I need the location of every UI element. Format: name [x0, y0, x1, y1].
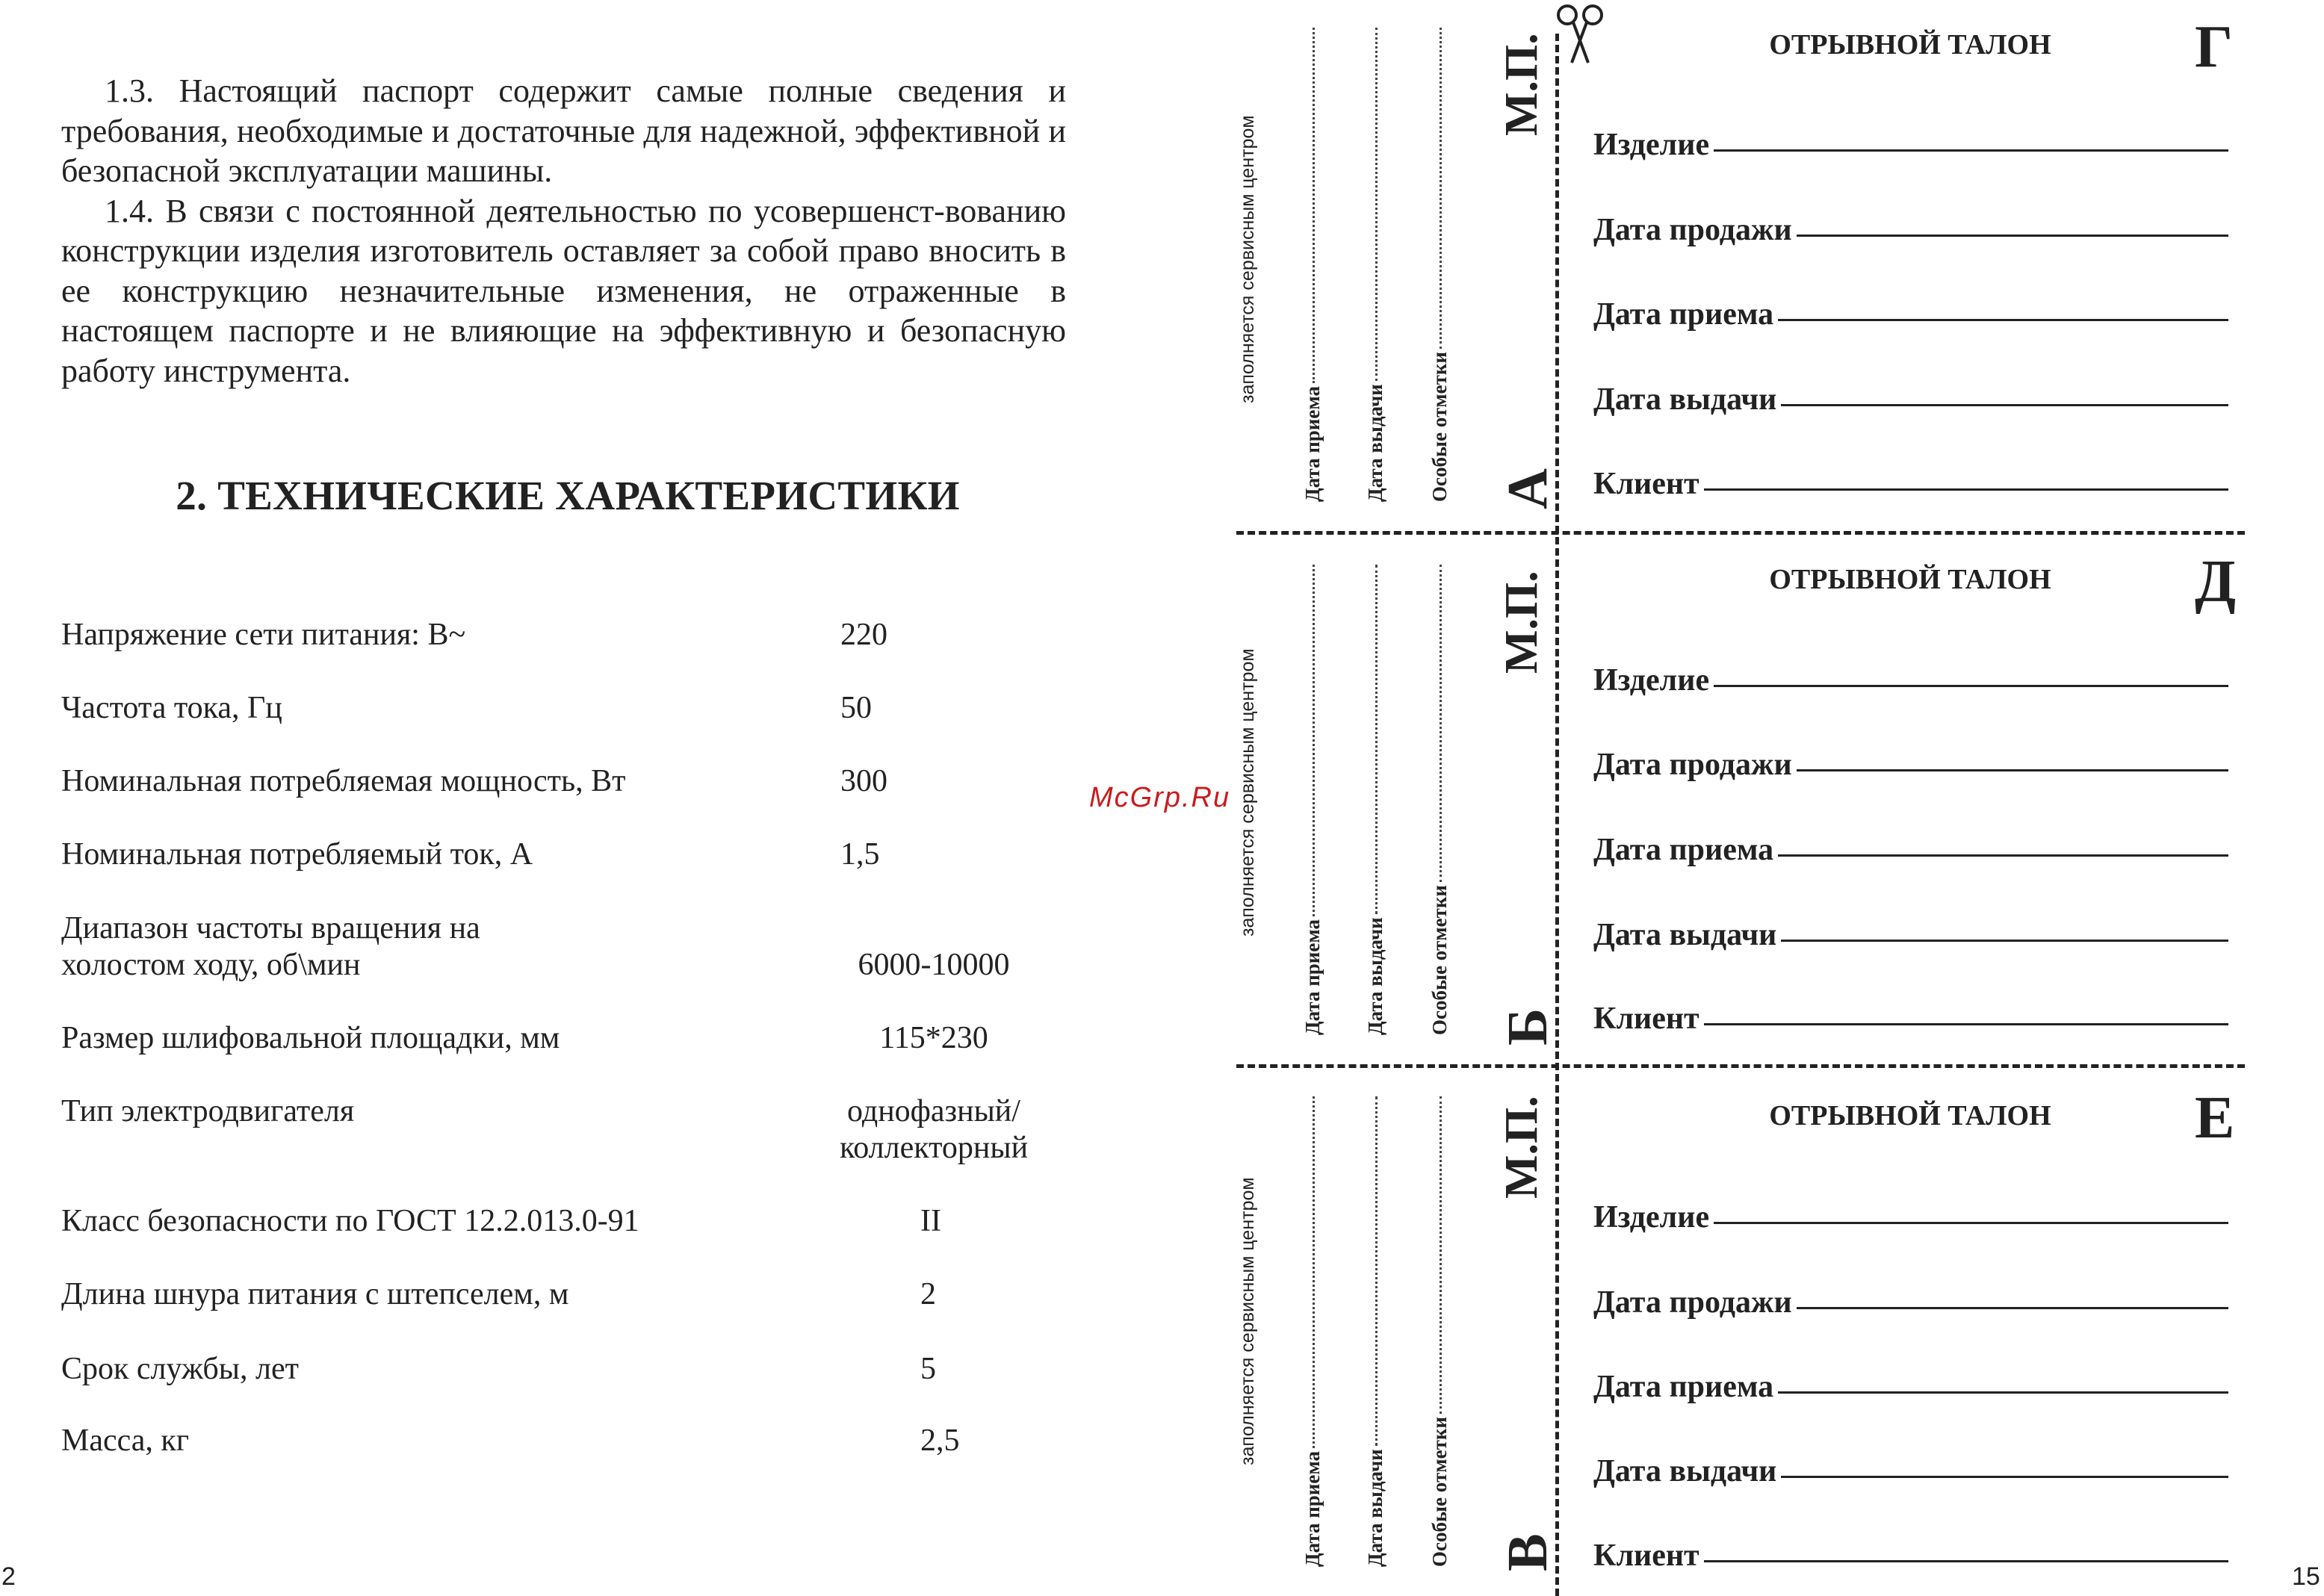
- coupon-field-product[interactable]: Изделие: [1593, 662, 2228, 698]
- horizontal-cut-line: [1236, 1064, 2245, 1068]
- coupon-field-issue-date[interactable]: Дата выдачи: [1593, 382, 2228, 417]
- stub-service-label: заполняется сервисным центром: [1237, 115, 1258, 403]
- spec-value: 1,5: [840, 837, 880, 872]
- stub-stamp-label: М.П.: [1496, 33, 1547, 136]
- spec-label: Размер шлифовальной площадки, мм: [61, 1021, 560, 1055]
- spec-label: Диапазон частоты вращения на: [61, 911, 480, 946]
- spec-label: Номинальная потребляемая мощность, Вт: [61, 764, 626, 798]
- coupon-field-issue-date[interactable]: Дата выдачи: [1593, 1453, 2228, 1489]
- paragraph-1-3: 1.3. Настоящий паспорт содержит самые полные сведения и требования, необходимые и достаточные для надежной, эффективной и безопасной эксплуатации машины.: [61, 72, 1066, 189]
- coupon-field-receive-date[interactable]: Дата приема: [1593, 832, 2228, 868]
- stub-stamp-label: М.П.: [1496, 571, 1547, 674]
- spec-value: 115*230: [879, 1021, 988, 1055]
- spec-label: Масса, кг: [61, 1423, 190, 1458]
- coupon-field-client[interactable]: Клиент: [1593, 1538, 2228, 1574]
- horizontal-cut-line: [1236, 531, 2245, 535]
- spec-label: Длина шнура питания с штепселем, м: [61, 1277, 569, 1311]
- spec-value: 5: [920, 1352, 936, 1386]
- coupon-field-sale-date[interactable]: Дата продажи: [1593, 1285, 2228, 1320]
- spec-label: Тип электродвигателя: [61, 1094, 355, 1128]
- spec-label: холостом ходу, об\мин: [61, 948, 361, 982]
- spec-value: 220: [840, 618, 887, 652]
- stub-service-label: заполняется сервисным центром: [1237, 1177, 1258, 1465]
- coupon-field-client[interactable]: Клиент: [1593, 1001, 2228, 1037]
- coupon-field-product[interactable]: Изделие: [1593, 127, 2228, 163]
- spec-value: 2,5: [920, 1423, 960, 1458]
- coupon-letter: Г: [2195, 14, 2233, 80]
- coupon-letter: Е: [2195, 1085, 2235, 1151]
- spec-label: Номинальная потребляемый ток, А: [61, 837, 533, 872]
- stub-date-received: Дата приема: [1301, 28, 1324, 502]
- spec-value: 300: [840, 764, 887, 798]
- spec-value: 50: [840, 691, 872, 725]
- coupon-field-receive-date[interactable]: Дата приема: [1593, 1369, 2228, 1405]
- stub-date-issued: Дата выдачи: [1364, 1096, 1387, 1567]
- page-number-left: 2: [1, 1562, 16, 1591]
- coupon-letter: Д: [2195, 549, 2237, 615]
- stub-date-received: Дата приема: [1301, 565, 1324, 1035]
- stub-letter: В: [1496, 1533, 1559, 1571]
- intro-text: [61, 71, 1066, 391]
- section-title: 2. ТЕХНИЧЕСКИЕ ХАРАКТЕРИСТИКИ: [176, 473, 960, 518]
- stub-date-received: Дата приема: [1301, 1096, 1324, 1567]
- watermark: McGrp.Ru: [1089, 782, 1231, 813]
- coupon-title: ОТРЫВНОЙ ТАЛОН: [1769, 1100, 2051, 1131]
- coupon-field-product[interactable]: Изделие: [1593, 1199, 2228, 1235]
- page-number-right: 15: [2292, 1562, 2320, 1591]
- spec-label: Срок службы, лет: [61, 1352, 299, 1386]
- stub-letter: Б: [1496, 1007, 1559, 1046]
- spec-value: 2: [920, 1277, 936, 1311]
- stub-notes: Особые отметки: [1428, 565, 1451, 1035]
- coupon-field-client[interactable]: Клиент: [1593, 466, 2228, 502]
- stub-notes: Особые отметки: [1428, 28, 1451, 502]
- stub-service-label: заполняется сервисным центром: [1237, 648, 1258, 937]
- spec-value: II: [920, 1204, 941, 1238]
- stub-letter: А: [1496, 468, 1559, 509]
- spec-label: Частота тока, Гц: [61, 691, 282, 725]
- coupon-title: ОТРЫВНОЙ ТАЛОН: [1769, 29, 2051, 60]
- paragraph-1-4: 1.4. В связи с постоянной деятельностью по усовершенст-вованию конструкции изделия изготовитель оставляет за собой право вносить в ее конструкцию незначительные изменения, не отраженные в настоящем паспорте и не влияющие на эффективную и безопасную работу инструмента.: [61, 192, 1066, 389]
- stub-stamp-label: М.П.: [1496, 1096, 1547, 1199]
- spec-value: 6000-10000: [858, 948, 1010, 982]
- spec-value: однофазный/: [847, 1094, 1020, 1128]
- stub-notes: Особые отметки: [1428, 1096, 1451, 1567]
- coupon-field-receive-date[interactable]: Дата приема: [1593, 296, 2228, 332]
- spec-label: Напряжение сети питания: В~: [61, 618, 466, 652]
- spec-value: коллекторный: [839, 1131, 1029, 1165]
- stub-date-issued: Дата выдачи: [1364, 565, 1387, 1035]
- coupon-field-sale-date[interactable]: Дата продажи: [1593, 212, 2228, 248]
- vertical-cut-line: [1555, 34, 1559, 1596]
- stub-date-issued: Дата выдачи: [1364, 28, 1387, 502]
- coupon-field-sale-date[interactable]: Дата продажи: [1593, 747, 2228, 783]
- coupon-title: ОТРЫВНОЙ ТАЛОН: [1769, 564, 2051, 595]
- coupon-field-issue-date[interactable]: Дата выдачи: [1593, 917, 2228, 953]
- spec-label: Класс безопасности по ГОСТ 12.2.013.0-91: [61, 1204, 639, 1238]
